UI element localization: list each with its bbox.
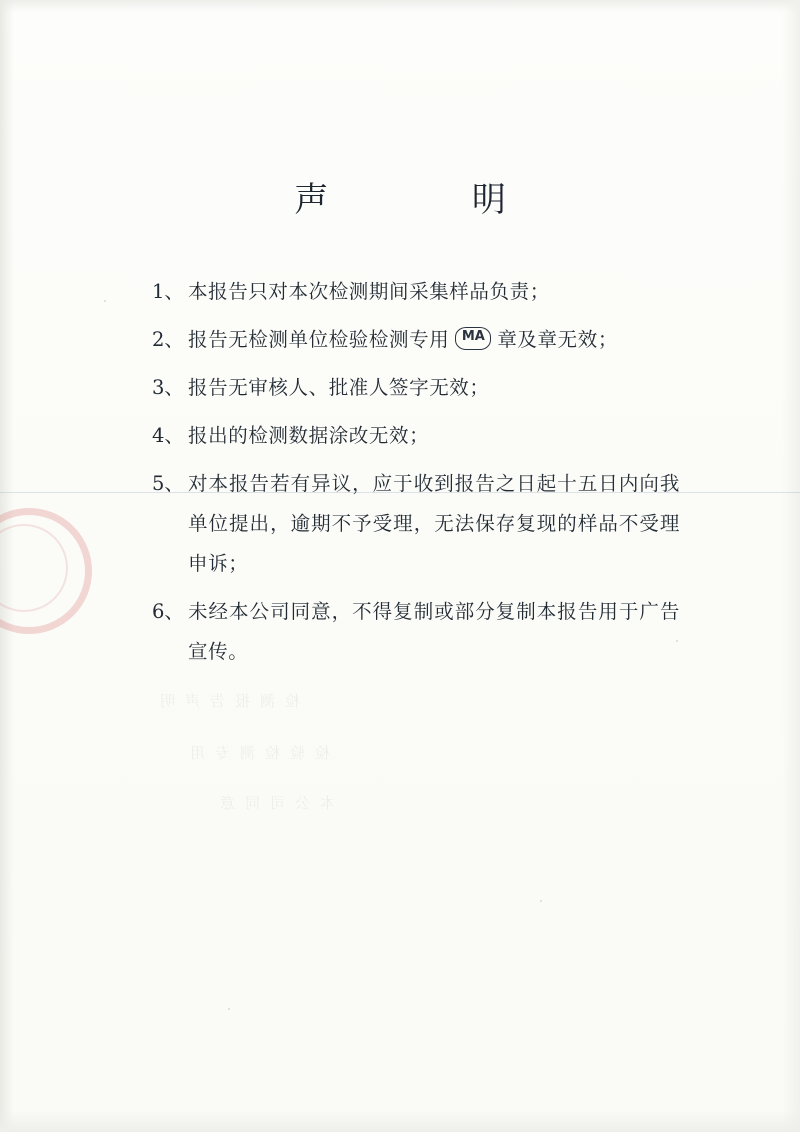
page-title-char-2: 明 (471, 180, 506, 220)
list-item-text: 本报告只对本次检测期间采集样品负责； (188, 280, 550, 303)
list-item-number: 3、 (152, 376, 184, 399)
bleedthrough-text-2: 检验检测专用 (180, 744, 331, 762)
list-item-text: 报出的检测数据涂改无效； (188, 424, 430, 447)
list-item-number: 2、 (152, 328, 184, 351)
scan-edge-shading-top (0, 0, 800, 12)
list-item-number: 4、 (152, 424, 184, 447)
scan-speck (540, 900, 542, 902)
list-item (152, 592, 680, 672)
list-item-text: 对本报告若有异议，应于收到报告之日起十五日内向我单位提出，逾期不予受理，无法保存复现的样品不受理申诉； (188, 472, 680, 575)
list-item-number: 5、 (152, 472, 184, 495)
list-item (152, 416, 680, 456)
scan-speck (228, 1008, 230, 1010)
list-item-text (188, 320, 680, 360)
list-item-number: 6、 (152, 600, 184, 623)
list-item-number: 1、 (152, 280, 184, 303)
page-title-char-1: 声 (294, 180, 329, 220)
page-title (0, 172, 800, 221)
list-item (152, 272, 680, 312)
ma-seal-icon: MA (455, 327, 491, 350)
list-item-text: 未经本公司同意，不得复制或部分复制本报告用于广告宣传。 (188, 600, 680, 663)
list-item-text-before-seal: 报告无检测单位检验检测专用 (188, 328, 450, 351)
list-item-text-after-seal: 章及章无效； (497, 328, 618, 351)
list-item (152, 320, 680, 360)
bleedthrough-text-3: 本公司同意 (210, 794, 336, 812)
list-item (152, 368, 680, 408)
list-item-text: 报告无审核人、批准人签字无效； (188, 376, 490, 399)
bleedthrough-text-1: 检测报告声明 (150, 692, 301, 710)
scan-edge-shading-bottom (0, 1110, 800, 1132)
statement-list (0, 272, 800, 680)
list-item (152, 464, 680, 584)
